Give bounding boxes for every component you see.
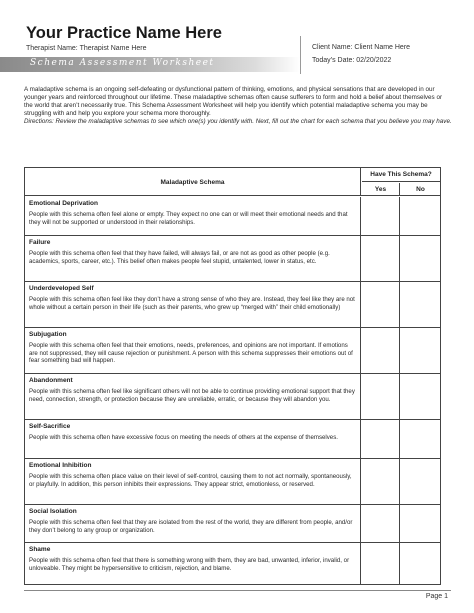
yes-checkbox-cell[interactable]	[362, 328, 400, 373]
column-header-yes: Yes	[362, 183, 400, 196]
no-checkbox-cell[interactable]	[401, 505, 440, 542]
schema-description: People with this schema often feel that they have failed, will always fail, or are not as good as other people (e.g. academics, sports, career, etc.). This belief often makes people feel stupid, untalented, lower in status, etc.	[29, 250, 330, 265]
directions-text: Directions: Review the maladaptive schemas to see which one(s) you identify with. Next, fill out the chart for each schema that you believe you may have.	[24, 118, 452, 126]
practice-name: Your Practice Name Here	[26, 24, 222, 42]
date-value: 02/20/2022	[356, 57, 392, 64]
no-checkbox-cell[interactable]	[401, 282, 440, 327]
schema-title: Shame	[29, 546, 51, 553]
therapist-value: Therapist Name Here	[79, 45, 147, 52]
worksheet-title: Schema Assessment Worksheet	[30, 58, 215, 68]
table-row	[25, 505, 440, 543]
yes-checkbox-cell[interactable]	[362, 236, 400, 281]
therapist-name-line	[26, 45, 147, 52]
schema-description: People with this schema often feel alone or empty. They expect no one can or will meet their emotional needs and that they will not be supported or understood in their relationships.	[29, 211, 348, 226]
schema-title: Subjugation	[29, 331, 67, 338]
schema-cell	[25, 328, 361, 373]
yes-checkbox-cell[interactable]	[362, 420, 400, 458]
table-row	[25, 282, 440, 328]
schema-description: People with this schema often feel that there is something wrong with them, they are bad, unwanted, inferior, invalid, or unloveable. They might be hypersensitive to criticism, rejection, and blame.	[29, 557, 350, 572]
schema-cell	[25, 197, 361, 235]
footer-divider	[24, 590, 451, 591]
schema-cell	[25, 505, 361, 542]
schema-description: People with this schema often feel that they are isolated from the rest of the world, they are different from people, and/or they don’t belong to any group or organization.	[29, 519, 353, 534]
column-header-schema: Maladaptive Schema	[25, 168, 361, 196]
schema-cell	[25, 282, 361, 327]
schema-cell	[25, 420, 361, 458]
date-line	[312, 57, 391, 64]
table-row	[25, 459, 440, 505]
no-checkbox-cell[interactable]	[401, 374, 440, 419]
table-header	[25, 168, 440, 196]
table-row	[25, 236, 440, 282]
schema-title: Failure	[29, 239, 51, 246]
schema-title: Self-Sacrifice	[29, 423, 71, 430]
no-checkbox-cell[interactable]	[401, 543, 440, 584]
schema-title: Emotional Deprivation	[29, 200, 98, 207]
schema-title: Social Isolation	[29, 508, 77, 515]
no-checkbox-cell[interactable]	[401, 197, 440, 235]
no-checkbox-cell[interactable]	[401, 459, 440, 504]
date-label: Today’s Date:	[312, 57, 355, 64]
client-label: Client Name:	[312, 44, 353, 51]
schema-description: People with this schema often feel that their emotions, needs, preferences, and opinions are not important. If emotions are not suppressed, they will cause rejection or punishment. A person with this schema suppresses their emotions out of fear something bad will happen.	[29, 342, 353, 365]
schema-cell	[25, 459, 361, 504]
column-header-have-schema: Have This Schema?	[362, 168, 440, 182]
column-header-no: No	[416, 186, 425, 193]
yes-checkbox-cell[interactable]	[362, 543, 400, 584]
yes-checkbox-cell[interactable]	[362, 197, 400, 235]
yes-checkbox-cell[interactable]	[362, 505, 400, 542]
schema-title: Emotional Inhibition	[29, 462, 92, 469]
no-checkbox-cell[interactable]	[401, 420, 440, 458]
yes-checkbox-cell[interactable]	[362, 282, 400, 327]
schema-cell	[25, 236, 361, 281]
client-value: Client Name Here	[354, 44, 411, 51]
yes-checkbox-cell[interactable]	[362, 374, 400, 419]
yes-checkbox-cell[interactable]	[362, 459, 400, 504]
schema-title: Underdeveloped Self	[29, 285, 94, 292]
schema-cell	[25, 374, 361, 419]
page-number: Page 1	[425, 593, 448, 600]
no-checkbox-cell[interactable]	[401, 328, 440, 373]
table-row	[25, 374, 440, 420]
schema-description: People with this schema often have excessive focus on meeting the needs of others at the expense of themselves.	[29, 434, 338, 441]
no-checkbox-cell[interactable]	[401, 236, 440, 281]
schema-description: People with this schema often feel like significant others will not be able to continue providing emotional support that they need, connection, strength, or protection because they are unreliable, erratic, or because they will abandon you.	[29, 388, 355, 403]
schema-title: Abandonment	[29, 377, 73, 384]
header-divider	[300, 36, 301, 74]
schema-table	[24, 167, 441, 585]
schema-description: People with this schema often place value on their level of self-control, causing them to not act normally, spontaneously, or playfully. In addition, this person inhibits their expressions. They appear strict, emotionless, or reserved.	[29, 473, 352, 488]
table-row	[25, 420, 440, 459]
therapist-label: Therapist Name:	[26, 45, 78, 52]
table-row	[25, 328, 440, 374]
client-name-line	[312, 44, 410, 51]
table-row	[25, 197, 440, 236]
intro-section	[24, 86, 452, 126]
schema-description: People with this schema often feel like they don’t have a strong sense of who they are. Instead, they feel like they are not whole without a certain person in their life (such as their parents, who grew up “merged with” their child emotionally)	[29, 296, 355, 311]
table-row	[25, 543, 440, 584]
document-header	[0, 0, 474, 86]
intro-paragraph: A maladaptive schema is an ongoing self-defeating or dysfunctional pattern of thinking, emotions, and physical sensations that are developed in our younger years and reinforced throughout our lifetime. These maladaptive schemas often cause sufferers to form and hold a belief about themselves or the world that aren’t necessarily true. This Schema Assessment Worksheet will help you identify which potential maladaptive schema you may be struggling with and help you explore your schema more thoroughly.	[24, 86, 443, 118]
schema-cell	[25, 543, 361, 584]
